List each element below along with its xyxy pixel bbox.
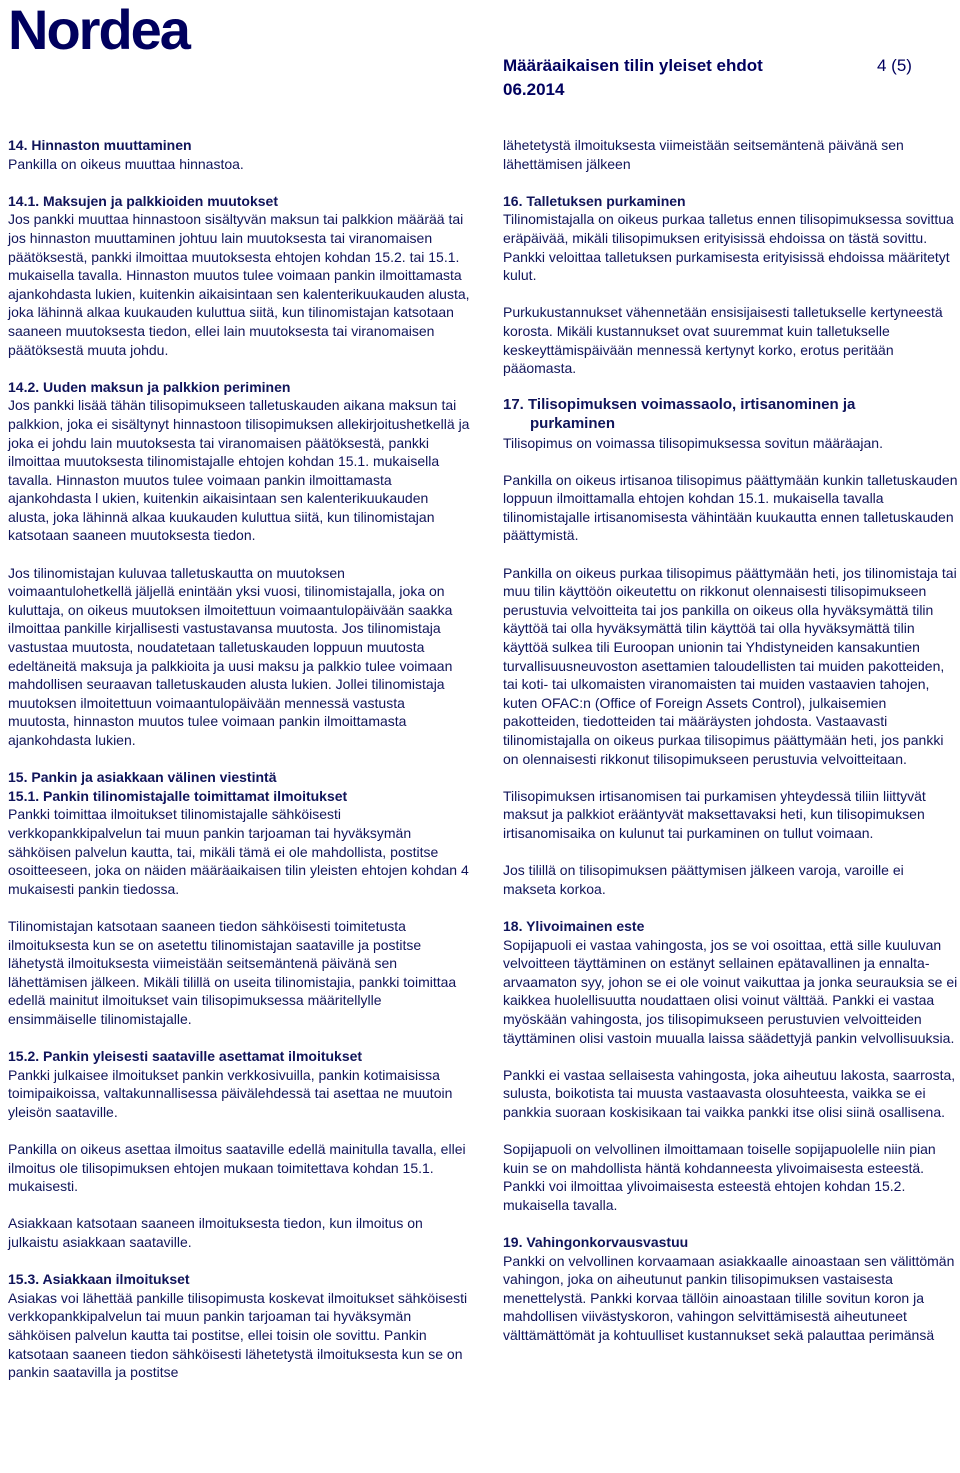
section-15-1-text: Pankki toimittaa ilmoitukset tilinomistajalle sähköisesti verkkopankkipalvelun tai muun pankin tarjoaman tai hyväksymän sähköisen palvelun kautta, tai, mikäli tämä ei ole mahdollista, postitse osoitteeseen, joka on näiden määräaikaisen tilin yleisten ehtojen kohdan 4 mukaisesti pankin tiedossa. bbox=[8, 806, 469, 897]
document-title: Määräaikaisen tilin yleiset ehdot bbox=[503, 56, 763, 75]
section-16-paragraph-2: Purkukustannukset vähennetään ensisijaisesti talletukselle kertyneestä korosta. Mikäli kustannukset ovat suuremmat kuin talletukselle keskeyttämispäivään mennessä kertynyt korko, erotus peritään pääomasta. bbox=[503, 304, 943, 377]
section-14-1-text: Jos pankki muuttaa hinnastoon sisältyvän maksun tai palkkion määrää tai jos hinnaston muuttaminen johtuu lain muutoksesta tai viranomaisen päätöksestä, pankki ilmoittaa muutoksesta ehtojen kohdan 15.2. tai 15.1. mukaisella tavalla. Hinnaston muutos tulee voimaan pankin ilmoittamasta ajankohdasta lukien, kuitenkin aikaisintaan sen kalenterikuukauden alusta, joka lähinnä alkaa kuukauden kuluttua siitä, kun tilinomistajan katsotaan saaneen muutoksesta tiedon, ellei lain muutoksesta tai viranomaisen päätöksestä muuta johdu. bbox=[8, 211, 470, 358]
section-19-heading: 19. Vahingonkorvausvastuu bbox=[503, 1234, 689, 1251]
section-18-paragraph-3: Sopijapuoli on velvollinen ilmoittamaan toiselle sopijapuolelle niin pian kuin se on mahdollista häntä kohdanneesta ylivoimaisesta esteestä. Pankki voi ilmoittaa ylivoimaisesta esteestä ehtojen kohdan 15.2. mukaisella tavalla. bbox=[503, 1141, 936, 1213]
section-15-1-paragraph-2: Tilinomistajan katsotaan saaneen tiedon sähköisesti toimitetusta ilmoituksesta kun se on asetettu tilinomistajan saataville ja postitse lähetystä ilmoituksesta viimeistään seitsemäntenä päivänä sen lähettämisen jälkeen. Mikäli tilillä on useita tilinomistajia, pankki toimittaa edellä mainitut ilmoitukset vain tilisopimuksessa määritellylle ensimmäiselle tilinomistajalle. bbox=[8, 917, 457, 1027]
section-15-3-text: Asiakas voi lähettää pankille tilisopimusta koskevat ilmoitukset sähköisesti verkkopankkipalvelun tai muun pankin tarjoaman tai hyväksymän sähköisen palvelun kautta tai postitse, ellei toisin ole sovittu. Pankin katsotaan saaneen tiedon sähköisesti lähetetystä ilmoituksesta kun se on pankin saatavilla ja postitse bbox=[8, 1289, 468, 1381]
section-14-2-heading: 14.2. Uuden maksun ja palkkion periminen bbox=[8, 378, 291, 395]
logo-text: Nordea bbox=[8, 0, 189, 61]
document-date: 06.2014 bbox=[503, 80, 565, 99]
section-15-2-heading: 15.2. Pankin yleisesti saataville asettamat ilmoitukset bbox=[8, 1048, 363, 1065]
section-17-heading: 17. Tilisopimuksen voimassaolo, irtisanominen ja bbox=[503, 396, 856, 414]
section-15-2-paragraph-3: Asiakkaan katsotaan saaneen ilmoituksesta tiedon, kun ilmoitus on julkaistu asiakkaan saataville. bbox=[8, 1215, 423, 1251]
left-column bbox=[8, 136, 470, 1382]
section-15-1-heading: 15.1. Pankin tilinomistajalle toimittamat ilmoitukset bbox=[8, 787, 348, 804]
section-17-paragraph-2: Pankilla on oikeus irtisanoa tilisopimus päättymään kunkin talletuskauden loppuun ilmoittamalla ehtojen kohdan 15.1. mukaisella tavalla tilinomistajalle irtisanomisesta vähintään kuukautta ennen talletuskauden päättymistä. bbox=[503, 471, 958, 544]
section-14-2-text: Jos pankki lisää tähän tilisopimukseen talletuskauden aikana maksun tai palkkion, joka ei sisältynyt hinnastoon tilisopimuksen allekirjoitushetkellä ja joka ei johdu lain muutoksesta tai viranomaisen päätöksestä, pankki ilmoittaa muutoksesta tilinomistajalle ehtojen kohdan 15.1. mukaisella tavalla. Hinnaston muutos tulee voimaan pankin ilmoittamasta ajankohdasta l ukien, kuitenkin aikaisintaan sen kalenterikuukauden alusta, joka lähinnä alkaa kuukauden kuluttua siitä, kun tilinomistajan katsotaan saaneen muutoksesta tiedon. bbox=[8, 397, 470, 544]
section-15-3-heading: 15.3. Asiakkaan ilmoitukset bbox=[8, 1271, 190, 1288]
section-16-text: Tilinomistajalla on oikeus purkaa talletus ennen tilisopimuksessa sovittua eräpäivää, mikäli tilisopimuksen erityisissä ehdoissa on tästä sovittu. Pankki veloittaa talletuksen purkamisesta erityisissä ehdoissa määritetyt kulut. bbox=[503, 211, 954, 284]
section-19-text: Pankki on velvollinen korvaamaan asiakkaalle ainoastaan sen välittömän vahingon, joka on aiheutunut pankin tilisopimuksen vastaisesta menettelystä. Pankki korvaa tällöin ainoastaan tilille sovitun koron ja mahdollisen viivästyskoron, vahingon selvittämisestä aiheutuneet välttämättömät ja kohtuulliset kustannukset sekä palauttaa perimänsä bbox=[503, 1252, 955, 1343]
continued-text: lähetetystä ilmoituksesta viimeistään seitsemäntenä päivänä sen lähettämisen jälkeen bbox=[503, 137, 904, 172]
section-14-text: Pankilla on oikeus muuttaa hinnastoa. bbox=[8, 155, 244, 172]
section-15-2-text: Pankki julkaisee ilmoitukset pankin verkkosivuilla, pankin kotimaisissa toimipaikoissa, valtakunnallisessa päivälehdessä tai asettaa ne muutoin yleisön saataville. bbox=[8, 1066, 453, 1120]
page-number: 4 (5) bbox=[877, 56, 912, 75]
section-15-2-paragraph-2: Pankilla on oikeus asettaa ilmoitus saataville edellä mainitulla tavalla, ellei ilmoitus ole tilisopimuksen ehtojen mukaan toimitettava kohdan 15.1. mukaisesti. bbox=[8, 1141, 466, 1195]
section-17-paragraph-5: Jos tilillä on tilisopimuksen päättymisen jälkeen varoja, varoille ei makseta korkoa. bbox=[503, 862, 904, 897]
section-17-heading-continued: purkaminen bbox=[530, 414, 616, 432]
section-14-heading: 14. Hinnaston muuttaminen bbox=[8, 137, 192, 153]
right-column bbox=[503, 136, 958, 1345]
nordea-logo bbox=[6, 0, 266, 60]
section-14-1-heading: 14.1. Maksujen ja palkkioiden muutokset bbox=[8, 192, 278, 209]
section-18-heading: 18. Ylivoimainen este bbox=[503, 917, 645, 934]
section-17-text: Tilisopimus on voimassa tilisopimuksessa sovitun määräajan. bbox=[503, 434, 883, 451]
section-16-heading: 16. Talletuksen purkaminen bbox=[503, 192, 686, 209]
section-17-paragraph-4: Tilisopimuksen irtisanomisen tai purkamisen yhteydessä tiliin liittyvät maksut ja palkkiot erääntyvät maksettavaksi heti, kun tilisopimuksen irtisanomisaika on kulunut tai purkaminen on tullut voimaan. bbox=[503, 787, 926, 841]
section-17-paragraph-3: Pankilla on oikeus purkaa tilisopimus päättymään heti, jos tilinomistaja tai muu tilin käyttöön oikeutettu on rikkonut olennaisesti tilisopimukseen perustuvia velvoitteita tai jos pankilla on oikeus olla hyväksymättä tilin käyttöä tai olla hyväksymättä tilin käyttöä tai olla hyväksymättä tilin käyttöä sulkea tili Euroopan unionin tai Yhdistyneiden kansakuntien turvallisuusneuvoston asettamien taloudellisten tai muiden pakotteiden, tai koti- tai ulkomaisten viranomaisten tai muiden vastaavien tahojen, kuten OFAC:n (Office of Foreign Assets Control), julkaisemien pakotteiden, tiedotteiden tai määräysten johdosta. Vastaavasti tilinomistajalla on oikeus purkaa tilisopimus päättymään heti, jos pankki on olennaisesti rikkonut tilisopimukseen perustuvia velvoitteitaan. bbox=[503, 564, 957, 767]
section-14-2-paragraph-2: Jos tilinomistajan kuluvaa talletuskautta on muutoksen voimaantulohetkellä jäljellä enintään yksi vuosi, tilinomistajalla, joka on kuluttaja, on oikeus muutoksen ilmoitettuun voimaantulopäivään saakka ilmoittaa pankille kirjallisesti vastustavansa muutosta. Jos tilinomistaja vastustaa muutosta, noudatetaan talletuskauden loppuun muutosta edeltäneitä maksuja ja palkkioita ja uusi maksu ja palkkio tulee voimaan mahdollisen seuraavan talletuskauden alusta lukien. Jollei tilinomistaja muutoksen ilmoitettuun voimaantulopäivään mennessä vastusta muutosta, hinnaston muutos tulee voimaan pankin ilmoittamasta ajankohdasta lukien. bbox=[8, 564, 453, 748]
section-18-paragraph-2: Pankki ei vastaa sellaisesta vahingosta, joka aiheutuu lakosta, saarrosta, sulusta, boikotista tai muusta vastaavasta olosuhteesta, vaikka se ei pankkia suoraan koskisikaan tai vaikka pankki itse olisi siinä osallisena. bbox=[503, 1066, 956, 1120]
section-18-text: Sopijapuoli ei vastaa vahingosta, jos se voi osoittaa, että sille kuuluvan velvoitteen täyttäminen on estänyt sellainen epätavallinen ja ennalta-arvaamaton syy, johon se ei ole voinut vaikuttaa ja jonka seurauksia se ei kaikkea huolellisuutta noudattaen olisi voinut välttää. Pankki ei vastaa myöskään vahingosta, jos tilisopimukseen perustuvien velvoitteiden täyttäminen olisi vastoin muualla laissa säädettyjä pankin velvollisuuksia. bbox=[503, 936, 958, 1046]
section-15-heading: 15. Pankin ja asiakkaan välinen viestintä bbox=[8, 769, 277, 786]
